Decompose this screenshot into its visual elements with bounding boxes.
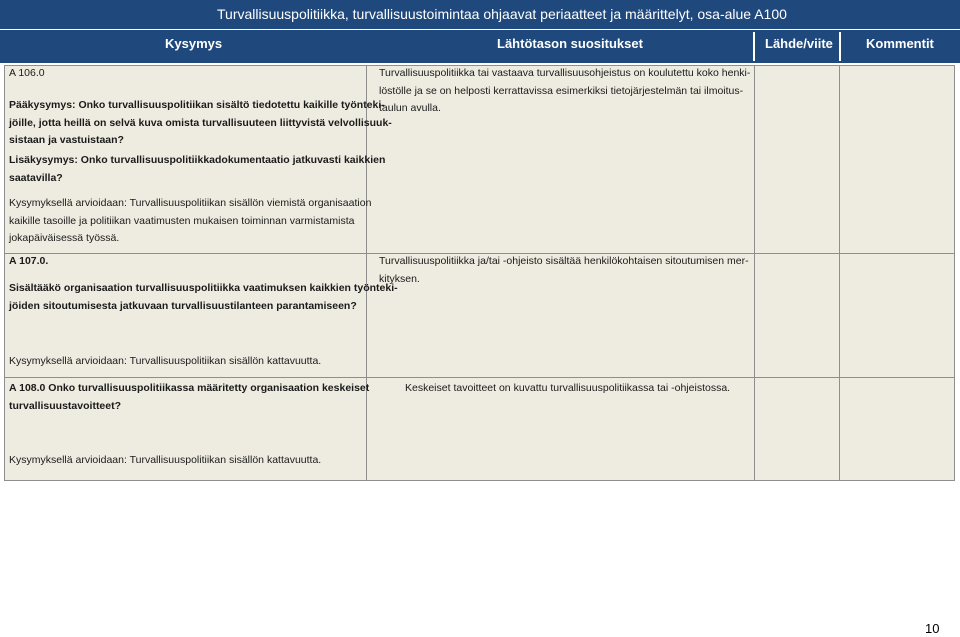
grid-line	[4, 377, 955, 378]
assessment-text: Kysymyksellä arvioidaan: Turvallisuuspolitiikan sisällön kattavuutta.	[9, 355, 322, 367]
sub-question: Lisäkysymys: Onko turvallisuuspolitiikkadokumentaatio jatkuvasti kaikkien saatavilla?	[9, 154, 386, 184]
grid-line	[839, 65, 840, 481]
grid-line	[754, 65, 755, 481]
main-question: A 108.0 Onko turvallisuuspolitiikassa määritetty organisaation keskeiset turvallisuustavoitteet?	[9, 382, 370, 412]
grid-line	[4, 65, 5, 481]
page-number: 10	[925, 621, 940, 636]
comment-cell	[840, 378, 954, 480]
table-header-row	[0, 30, 960, 63]
recommendation-text: Turvallisuuspolitiikka tai vastaava turvallisuusohjeistus on koulutettu koko henki- löstölle ja se on helposti kerrattavissa esimerkiksi tietojärjestelmän tai ilmoitus- taulun avulla.	[379, 67, 751, 114]
assessment-text: Kysymyksellä arvioidaan: Turvallisuuspolitiikan sisällön viemistä organisaation kaikille tasoille ja politiikan vaatimusten mukaisen toiminnan varmistamista jokapäiväisessä työssä.	[9, 197, 372, 244]
column-separator	[839, 32, 841, 61]
question-id: A 107.0.	[9, 255, 49, 267]
recommendation-text: Turvallisuuspolitiikka ja/tai -ohjeisto sisältää henkilökohtaisen sitoutumisen mer- kityksen.	[379, 255, 749, 285]
comment-cell	[840, 254, 954, 377]
column-separator	[753, 32, 755, 61]
grid-line	[954, 65, 955, 481]
comment-cell	[840, 66, 954, 253]
document-title: Turvallisuuspolitiikka, turvallisuustoimintaa ohjaavat periaatteet ja määrittelyt, osa-alue A100	[0, 0, 960, 29]
source-cell	[755, 254, 839, 377]
column-header-question: Kysymys	[165, 36, 223, 51]
column-header-comment: Kommentit	[866, 36, 934, 51]
column-header-recommendation: Lähtötason suositukset	[497, 36, 643, 51]
column-header-source: Lähde/viite	[765, 36, 833, 51]
main-question: Pääkysymys: Onko turvallisuuspolitiikan sisältö tiedotettu kaikille työnteki- jöille, jotta heillä on selvä kuva omista turvallisuuteen liittyvistä velvollisuuk- sistaan ja vastuistaan?	[9, 99, 392, 146]
source-cell	[755, 66, 839, 253]
source-cell	[755, 378, 839, 480]
recommendation-text: Keskeiset tavoitteet on kuvattu turvallisuuspolitiikassa tai -ohjeistossa.	[405, 382, 731, 394]
assessment-text: Kysymyksellä arvioidaan: Turvallisuuspolitiikan sisällön kattavuutta.	[9, 454, 322, 466]
grid-line	[4, 480, 955, 481]
main-question: Sisältääkö organisaation turvallisuuspolitiikka vaatimuksen kaikkien työnteki- jöiden sitoutumisesta jatkuvaan turvallisuustilanteen parantamiseen?	[9, 282, 398, 312]
question-id: A 106.0	[9, 67, 45, 79]
